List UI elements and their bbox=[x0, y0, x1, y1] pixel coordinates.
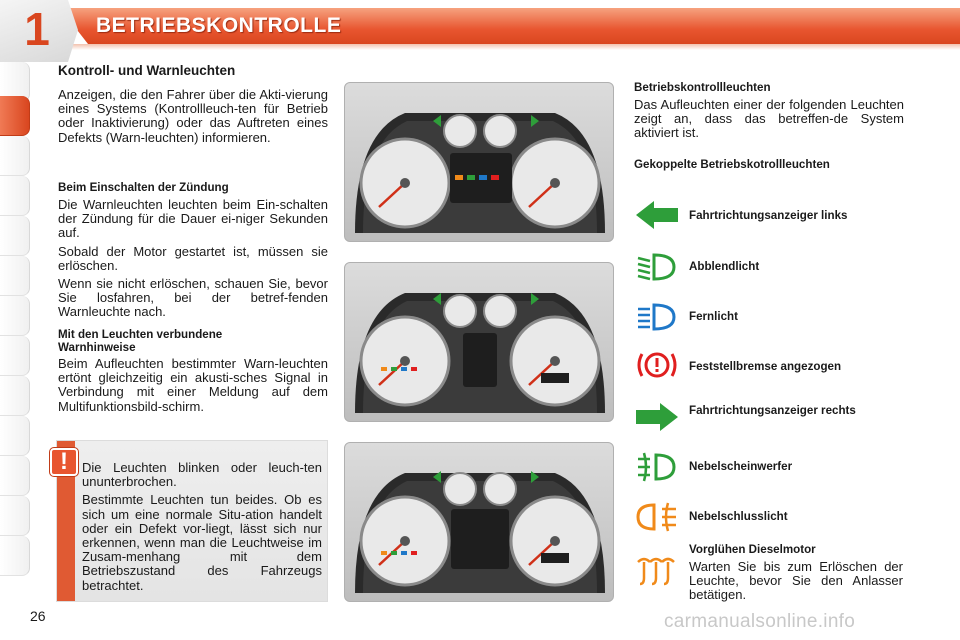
telltale-label: Nebelschlusslicht bbox=[689, 510, 788, 523]
side-tab-8[interactable] bbox=[0, 336, 30, 376]
telltale-row-rear-fog bbox=[634, 500, 914, 540]
linked-warnings-paragraph: Beim Aufleuchten bestimmter Warn-leuchten ertönt gleichzeitig ein akusti-sches Signal in Verbindung mit einer Meldung auf dem Multifunktionsbild-schirm. bbox=[58, 356, 328, 414]
chapter-number: 1 bbox=[24, 3, 50, 55]
instrument-cluster-image-1 bbox=[344, 82, 614, 242]
high-beam-icon bbox=[634, 300, 680, 334]
telltale-label: Fahrtrichtungsanzeiger links bbox=[689, 209, 848, 222]
note-paragraph-1: Die Leuchten blinken oder leuch-ten ununterbrochen. bbox=[82, 460, 322, 490]
front-fog-icon bbox=[634, 450, 680, 484]
intro-paragraph: Anzeigen, die den Fahrer über die Akti-vierung eines Systems (Kontrollleuch-ten für Betrieb oder Inaktivierung) oder das Auftreten eines Defekts (Warn-leuchten) informieren. bbox=[58, 87, 328, 145]
temperature-gauge bbox=[444, 115, 476, 147]
glow-plug-icon bbox=[634, 554, 680, 588]
telltale-row-parking-brake bbox=[634, 348, 914, 388]
right-arrow-icon bbox=[634, 400, 680, 434]
right-intro-block bbox=[634, 81, 904, 145]
side-tab-9[interactable] bbox=[0, 376, 30, 416]
linked-warnings-heading: Mit den Leuchten verbundene Warnhinweise bbox=[58, 328, 223, 354]
telltale-label: Abblendlicht bbox=[689, 260, 760, 273]
side-tab-11[interactable] bbox=[0, 456, 30, 496]
fuel-gauge bbox=[484, 115, 516, 147]
side-tab-2-active[interactable] bbox=[0, 96, 30, 136]
low-beam-icon bbox=[634, 250, 680, 284]
right-intro-paragraph: Das Aufleuchten einer der folgenden Leuchten zeigt an, dass das betreffen-de System aktiviert ist. bbox=[634, 97, 904, 141]
telltale-label: Fernlicht bbox=[689, 310, 738, 323]
header-shadow bbox=[50, 44, 960, 50]
telltale-label: Fahrtrichtungsanzeiger rechts bbox=[689, 404, 856, 417]
right-heading: Betriebskontrollleuchten bbox=[634, 81, 771, 94]
note-text bbox=[82, 461, 322, 597]
note-paragraph-2: Bestimmte Leuchten tun beides. Ob es sich um eine normale Situ-ation handelt oder ein Defekt vor-liegt, lässt sich nur erkennen, wenn man die Leuchtweise im Zusam-menhang mit dem Betriebszustand des Fahrzeugs betrachtet. bbox=[82, 492, 322, 593]
side-tab-4[interactable] bbox=[0, 176, 30, 216]
warning-icon: ! bbox=[50, 448, 78, 476]
ignition-paragraph-3: Wenn sie nicht erlöschen, schauen Sie, bevor Sie losfahren, bei der betref-fenden Warnleuchte nach. bbox=[58, 276, 328, 320]
page-header bbox=[0, 0, 960, 60]
left-arrow-icon bbox=[634, 198, 680, 232]
intro-block bbox=[58, 88, 328, 149]
side-tab-6[interactable] bbox=[0, 256, 30, 296]
telltale-label: Feststellbremse angezogen bbox=[689, 360, 842, 373]
page-number: 26 bbox=[30, 608, 46, 624]
ignition-heading: Beim Einschalten der Zündung bbox=[58, 181, 229, 194]
side-tab-12[interactable] bbox=[0, 496, 30, 536]
rear-fog-icon bbox=[634, 500, 680, 534]
ignition-block bbox=[58, 181, 328, 324]
telltale-row-front-fog bbox=[634, 450, 914, 490]
telltale-row-low-beam bbox=[634, 250, 914, 290]
instrument-cluster-image-2 bbox=[344, 262, 614, 422]
instrument-cluster-image-3 bbox=[344, 442, 614, 602]
telltale-label: Vorglühen Dieselmotor bbox=[689, 543, 816, 556]
linked-warnings-block bbox=[58, 328, 328, 418]
side-tab-3[interactable] bbox=[0, 136, 30, 176]
side-tab-13[interactable] bbox=[0, 536, 30, 576]
parking-brake-icon bbox=[634, 348, 680, 382]
ignition-paragraph-2: Sobald der Motor gestartet ist, müssen sie erlöschen. bbox=[58, 243, 328, 273]
preheat-paragraph: Warten Sie bis zum Erlöschen der Leuchte, bevor Sie den Anlasser betätigen. bbox=[689, 559, 903, 602]
telltale-row-left-indicator bbox=[634, 198, 914, 238]
right-subheading: Gekoppelte Betriebskotrollleuchten bbox=[634, 158, 830, 171]
page-title: BETRIEBSKONTROLLE bbox=[96, 14, 342, 37]
telltale-row-right-indicator bbox=[634, 400, 914, 440]
ignition-paragraph-1: Die Warnleuchten leuchten beim Ein-schalten der Zündung für die Dauer ei-niger Sekunden auf. bbox=[58, 197, 328, 241]
section-title: Kontroll- und Warnleuchten bbox=[58, 63, 236, 78]
side-tab-10[interactable] bbox=[0, 416, 30, 456]
telltale-row-high-beam bbox=[634, 300, 914, 340]
side-tab-7[interactable] bbox=[0, 296, 30, 336]
side-tab-5[interactable] bbox=[0, 216, 30, 256]
watermark: carmanualsonline.info bbox=[664, 611, 856, 632]
telltale-label: Nebelscheinwerfer bbox=[689, 460, 793, 473]
